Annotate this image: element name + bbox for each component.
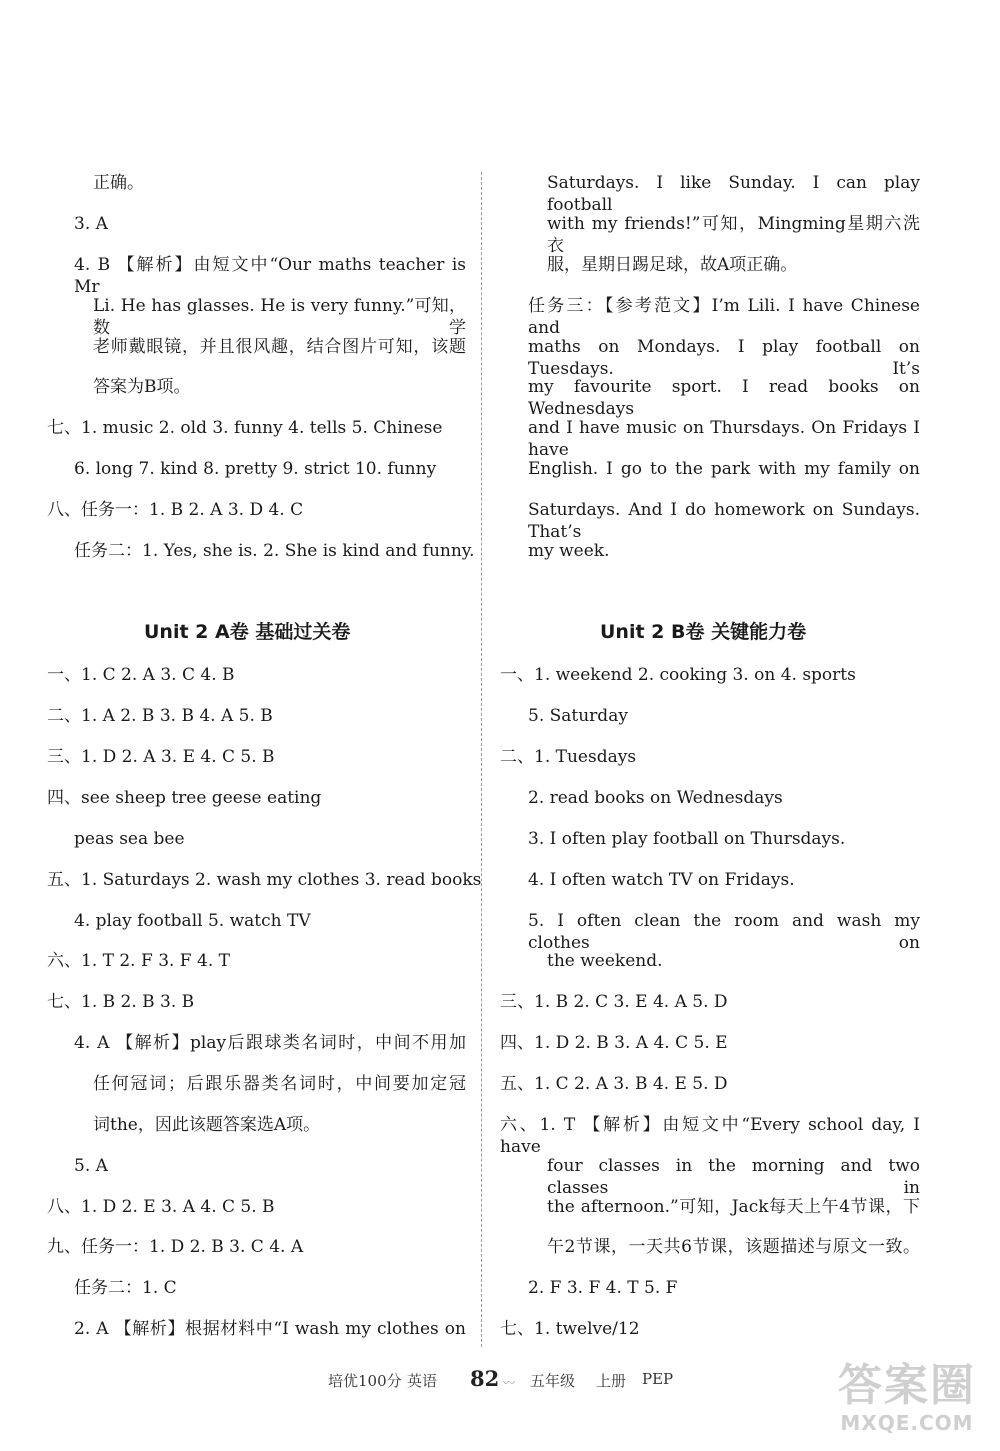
text-line: 七、1. B 2. B 3. B <box>47 992 195 1012</box>
text-line: peas sea bee <box>74 829 185 849</box>
footer-subject: 英语 <box>407 1372 438 1390</box>
text-line: four classes in the morning and two classes in <box>547 1156 920 1198</box>
text-line: Saturdays. And I do homework on Sundays. That’s <box>528 500 920 542</box>
watermark-bottom-text: MXQE.COM <box>840 1411 974 1435</box>
text-line: 午2节课，一天共6节课，该题描述与原文一致。 <box>547 1237 920 1257</box>
text-line: 一、1. weekend 2. cooking 3. on 4. sports <box>500 665 856 685</box>
page-number: 82 <box>470 1366 500 1391</box>
text-line: 答案为B项。 <box>93 377 191 397</box>
text-line: Li. He has glasses. He is very funny.”可知，数学 <box>93 296 466 338</box>
text-line: 3. I often play football on Thursdays. <box>528 829 846 849</box>
section-heading-unit2-b: Unit 2 B卷 关键能力卷 <box>600 621 807 643</box>
footer-volume: 上册 <box>596 1372 627 1390</box>
text-line: English. I go to the park with my family on <box>528 459 920 479</box>
text-line: 八、1. D 2. E 3. A 4. C 5. B <box>47 1197 275 1217</box>
text-line: 4. B 【解析】由短文中“Our maths teacher is Mr <box>74 255 466 297</box>
text-line: 5. I often clean the room and wash my clothes on <box>528 911 920 953</box>
text-line: 四、see sheep tree geese eating <box>47 788 322 808</box>
watermark-top-text: 答案圈 <box>838 1360 976 1411</box>
text-line: 4. A 【解析】play后跟球类名词时，中间不用加 <box>74 1033 466 1053</box>
text-line: 正确。 <box>93 173 144 193</box>
column-divider <box>481 172 482 1347</box>
text-line: and I have music on Thursdays. On Fridays I have <box>528 418 920 460</box>
text-line: 4. I often watch TV on Fridays. <box>528 870 795 890</box>
text-line: my favourite sport. I read books on Wednesdays <box>528 377 920 419</box>
text-line: Saturdays. I like Sunday. I can play football <box>547 173 920 215</box>
text-line: 三、1. B 2. C 3. E 4. A 5. D <box>500 992 728 1012</box>
text-line: 老师戴眼镜，并且很风趣，结合图片可知，该题 <box>93 337 466 357</box>
text-line: with my friends!”可知，Mingming星期六洗衣 <box>547 214 920 256</box>
footer-ornament-icon: 〰 <box>503 1376 516 1390</box>
text-line: 6. long 7. kind 8. pretty 9. strict 10. funny <box>74 459 437 479</box>
text-line: the weekend. <box>547 951 663 971</box>
text-line: 2. A 【解析】根据材料中“I wash my clothes on <box>74 1319 466 1339</box>
text-line: 二、1. Tuesdays <box>500 747 637 767</box>
watermark-logo <box>822 1361 992 1443</box>
text-line: 2. F 3. F 4. T 5. F <box>528 1278 678 1298</box>
text-line: 六、1. T 2. F 3. F 4. T <box>47 951 230 971</box>
text-line: 五、1. Saturdays 2. wash my clothes 3. read books <box>47 870 482 890</box>
text-line: 六、1. T 【解析】由短文中“Every school day, I have <box>500 1115 920 1157</box>
text-line: 服，星期日踢足球，故A项正确。 <box>547 255 798 275</box>
text-line: 任务三：【参考范文】I’m Lili. I have Chinese and <box>528 296 920 338</box>
section-heading-unit2-a: Unit 2 A卷 基础过关卷 <box>144 621 351 643</box>
footer-grade: 五年级 <box>530 1372 576 1390</box>
text-line: my week. <box>528 541 610 561</box>
text-line: 2. read books on Wednesdays <box>528 788 783 808</box>
text-line: 5. Saturday <box>528 706 628 726</box>
text-line: 4. play football 5. watch TV <box>74 911 311 931</box>
text-line: 五、1. C 2. A 3. B 4. E 5. D <box>500 1074 728 1094</box>
text-line: 词the，因此该题答案选A项。 <box>93 1115 321 1135</box>
text-line: 任何冠词；后跟乐器类名词时，中间要加定冠 <box>93 1074 466 1094</box>
text-line: 一、1. C 2. A 3. C 4. B <box>47 665 235 685</box>
text-line: 九、任务一：1. D 2. B 3. C 4. A <box>47 1237 304 1257</box>
text-line: 八、任务一：1. B 2. A 3. D 4. C <box>47 500 304 520</box>
footer-edition: PEP <box>642 1370 674 1388</box>
text-line: 七、1. twelve/12 <box>500 1319 640 1339</box>
text-line: maths on Mondays. I play football on Tuesdays. It’s <box>528 337 920 379</box>
footer-book-title: 培优100分 <box>328 1372 402 1390</box>
text-line: 三、1. D 2. A 3. E 4. C 5. B <box>47 747 275 767</box>
text-line: 3. A <box>74 214 108 234</box>
text-line: 5. A <box>74 1156 108 1176</box>
text-line: 任务二：1. Yes, she is. 2. She is kind and funny. <box>74 541 475 561</box>
text-line: 四、1. D 2. B 3. A 4. C 5. E <box>500 1033 728 1053</box>
text-line: 二、1. A 2. B 3. B 4. A 5. B <box>47 706 273 726</box>
text-line: the afternoon.”可知，Jack每天上午4节课，下 <box>547 1197 920 1217</box>
text-line: 七、1. music 2. old 3. funny 4. tells 5. Chinese <box>47 418 443 438</box>
text-line: 任务二：1. C <box>74 1278 177 1298</box>
